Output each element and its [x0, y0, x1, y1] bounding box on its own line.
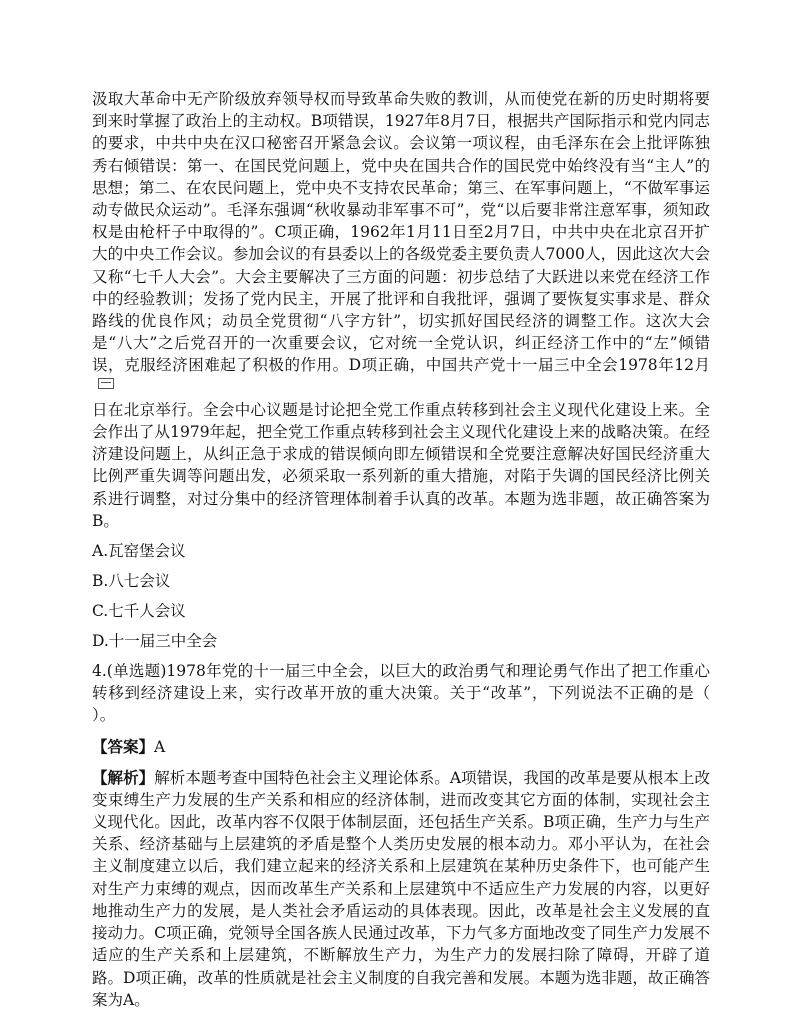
- question-4: 4.(单选题)1978年党的十一届三中全会，以巨大的政治勇气和理论勇气作出了把工作重心转移到经济建设上来，实行改革开放的重大决策。关于“改革”，下列说法不正确的是（ ）。: [92, 662, 742, 725]
- option-a[interactable]: A.瓦窑堡会议: [92, 542, 186, 561]
- passage-text: 汲取大革命中无产阶级放弃领导权而导致革命失败的教训，从而使党在新的历史时期将要到来时掌握了政治上的主动权。B项错误，1927年8月7日，根据共产国际指示和党内同志的要求，中共中央在汉口秘密召开紧急会议。会议第一项议程，由毛泽东在会上批评陈独秀右倾错误：第一、在国民党问题上，党中央在国共合作的国民党中始终没有当“主人”的思想；第二、在农民问题上，党中央不支持农民革命；第三、在军事问题上，“不做军事运动专做民众运动”。毛泽东强调“秋收暴动非军事不可”，党“以后要非常注意军事，须知政权是由枪杆子中取得的”。C项正确，1962年1月11日至2月7日，中共中央在北京召开扩大的中央工作会议。参加会议的有县委以上的各级党委主要负责人7000人，因此这次大会又称“七千人大会”。大会主要解决了三方面的问题：初步总结了大跃进以来党在经济工作中的经验教训；发扬了党内民主，开展了批评和自我批评，强调了要恢复实事求是、群众路线的优良作风；动员全党贯彻“八字方针”，切实抓好国民经济的调整工作。这次大会是“八大”之后党召开的一次重要会议，它对统一全党认识，纠正经济工作中的“左”倾错误，克服经济困难起了积极的作用。D项正确，中国共产党十一届三中全会1978年12月: [92, 90, 710, 375]
- collapse-icon[interactable]: [98, 378, 114, 389]
- passage-text-continued: 日在北京举行。全会中心议题是讨论把全党工作重点转移到社会主义现代化建设上来。全会作出了从1979年起，把全党工作重点转移到社会主义现代化建设上来的战略决策。在经济建设问题上，从纠正急于求成的错误倾向即左倾错误和全党要注意解决好国民经济重大比例严重失调等问题出发，必须采取一系列新的重大措施，对陷于失调的国民经济比例关系进行调整，对过分集中的经济管理体制着手认真的改革。本题为选非题，故正确答案为B。: [92, 400, 710, 530]
- answer-value: A: [154, 737, 166, 756]
- answer-line: [92, 736, 710, 758]
- passage-paragraph-continued: [92, 399, 710, 532]
- option-d[interactable]: D.十一届三中全会: [92, 632, 218, 651]
- document-page: [92, 88, 742, 1011]
- analysis-paragraph: [92, 767, 710, 1011]
- option-b[interactable]: B.八七会议: [92, 572, 171, 591]
- analysis-label: 【解析】: [92, 767, 155, 787]
- option-c[interactable]: C.七千人会议: [92, 602, 186, 621]
- analysis-text: 解析本题考查中国特色社会主义理论体系。A项错误，我国的改革是要从根本上改变束缚生产力发展的生产关系和相应的经济体制，进而改变其它方面的体制，实现社会主义现代化。因此，改革内容不仅限于体制层面，还包括生产关系。B项正确，生产力与生产关系、经济基础与上层建筑的矛盾是整个人类历史发展的根本动力。邓小平认为，在社会主义制度建立以后，我们建立起来的经济关系和上层建筑在某种历史条件下，也可能产生对生产力束缚的观点，因而改革生产关系和上层建筑中不适应生产力发展的内容，以更好地推动生产力的发展，是人类社会矛盾运动的具体表现。因此，改革是社会主义发展的直接动力。C项正确，党领导全国各族人民通过改革，下力气多方面地改变了同生产力发展不适应的生产关系和上层建筑，不断解放生产力，为生产力的发展扫除了障碍，开辟了道路。D项正确，改革的性质就是社会主义制度的自我完善和发展。本题为选非题，故正确答案为A。: [92, 768, 710, 1009]
- answer-label: 【答案】: [92, 736, 155, 756]
- passage-paragraph: [92, 88, 710, 399]
